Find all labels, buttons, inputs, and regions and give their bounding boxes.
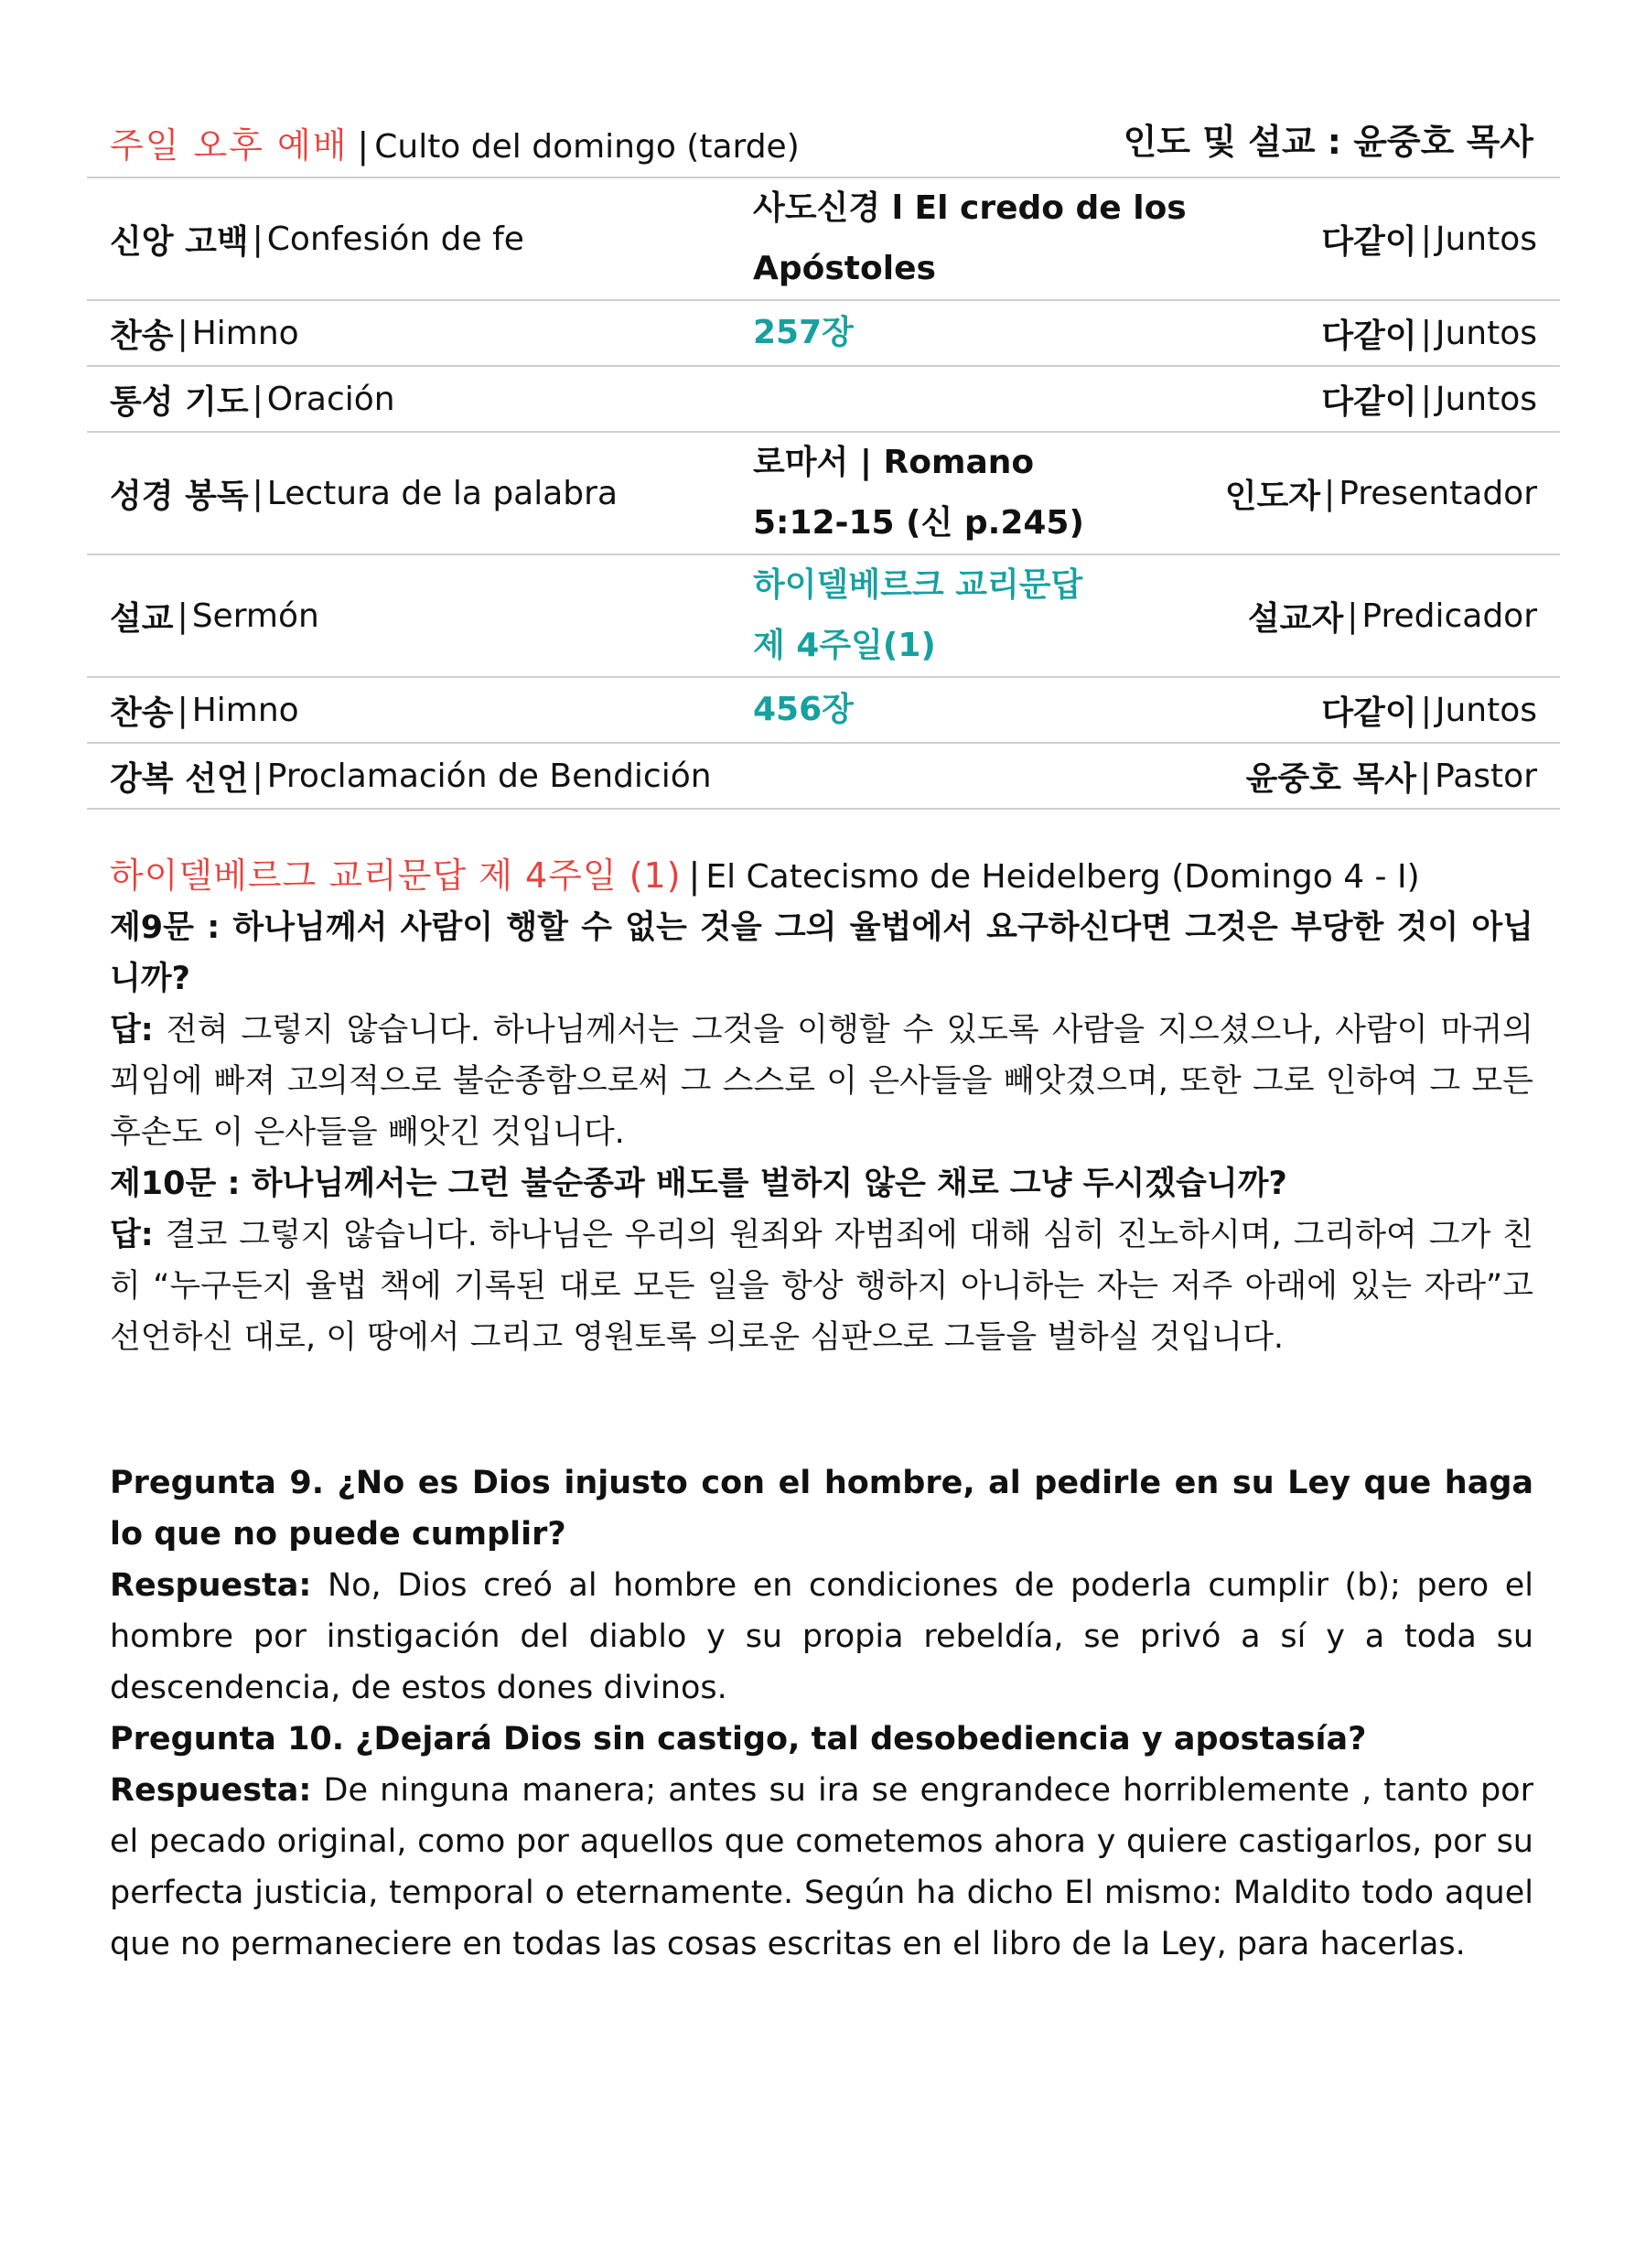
order-item xyxy=(110,367,750,431)
order-content xyxy=(753,555,1247,676)
order-content xyxy=(753,301,1247,365)
participant-separator: | xyxy=(1347,597,1359,635)
participant-spanish: Predicador xyxy=(1361,597,1537,635)
item-spanish: Lectura de la palabra xyxy=(266,474,619,512)
order-content xyxy=(753,678,1247,742)
item-korean: 통성 기도 xyxy=(110,382,249,421)
item-korean: 성경 봉독 xyxy=(110,477,249,515)
participant-separator: | xyxy=(1420,380,1432,418)
participant-separator: | xyxy=(1420,691,1432,729)
item-spanish: Oración xyxy=(266,380,395,418)
participant-korean: 설교자 xyxy=(1247,599,1344,638)
order-item xyxy=(110,301,750,365)
answer-label: 답: xyxy=(110,1217,154,1253)
content-line: Apóstoles xyxy=(753,250,936,287)
catechism-heading-korean: 하이델베르그 교리문답 제 4주일 (1) xyxy=(110,855,682,896)
content-line: 제 4주일(1) xyxy=(753,627,936,664)
service-leader: 인도 및 설교 : 윤중호 목사 xyxy=(1123,122,1533,162)
order-item xyxy=(110,678,750,742)
item-separator: | xyxy=(177,597,188,635)
order-content xyxy=(753,433,1247,554)
participant-separator: | xyxy=(1420,314,1432,352)
item-korean: 신앙 고백 xyxy=(110,222,249,261)
order-row-hymn-2 xyxy=(87,678,1560,744)
item-korean: 설교 xyxy=(110,599,174,638)
item-spanish: Confesión de fe xyxy=(266,220,524,258)
participant-spanish: Juntos xyxy=(1435,314,1537,352)
title-separator: | xyxy=(357,125,370,166)
answer-text: 전혀 그렇지 않습니다. 하나님께서는 그것을 이행할 수 있도록 사람을 지으셨으나, 사람이 마귀의 꾀임에 빠져 고의적으로 불순종함으로써 그 스스로 이 은사들을 빼앗겼으며, 또한 그로 인하여 그 모든 후손도 이 은사들을 빼앗긴 것입니다. xyxy=(110,1012,1533,1151)
participant-separator: | xyxy=(1420,757,1432,795)
order-item xyxy=(110,178,750,299)
question-10-korean: 제10문 : 하나님께서는 그런 불순종과 배도를 벌하지 않은 채로 그냥 두시겠습니까? xyxy=(110,1166,1287,1202)
participant-separator: | xyxy=(1420,220,1432,258)
order-participant xyxy=(1321,178,1537,299)
participant-korean: 다같이 xyxy=(1321,317,1417,355)
content-line: 로마서 | Romano xyxy=(753,444,1035,481)
service-title-spanish: Culto del domingo (tarde) xyxy=(374,128,800,166)
answer-text: De ninguna manera; antes su ira se engrandece horriblemente , tanto por el pecado original, como por aquellos que cometemos ahora y quiere castigarlos, por su perfecta justicia, temporal o eternamente. Según ha dicho El mismo: Maldito todo aquel que no permaneciere en todas las cosas escritas en el libro de la Ley, para hacerlas. xyxy=(110,1772,1533,1962)
answer-9-korean xyxy=(110,1005,1533,1158)
item-korean: 찬송 xyxy=(110,317,174,355)
order-content xyxy=(753,178,1247,299)
order-of-worship-table xyxy=(87,177,1560,810)
participant-korean: 다같이 xyxy=(1321,222,1417,261)
content-line: 257장 xyxy=(753,314,854,351)
participant-spanish: Juntos xyxy=(1435,220,1537,258)
participant-korean: 윤중호 목사 xyxy=(1245,759,1416,798)
participant-spanish: Pastor xyxy=(1435,757,1537,795)
catechism-korean xyxy=(110,902,1533,1363)
order-participant xyxy=(1246,744,1537,808)
item-separator: | xyxy=(177,691,188,729)
order-participant xyxy=(1321,301,1537,365)
order-participant xyxy=(1248,555,1537,676)
answer-9-spanish xyxy=(110,1560,1533,1714)
order-row-hymn-1 xyxy=(87,301,1560,367)
order-participant xyxy=(1321,678,1537,742)
item-spanish: Himno xyxy=(191,691,299,729)
participant-spanish: Juntos xyxy=(1435,380,1537,418)
item-spanish: Proclamación de Bendición xyxy=(266,757,712,795)
content-line: 5:12-15 (신 p.245) xyxy=(753,504,1084,542)
item-spanish: Himno xyxy=(191,314,299,352)
order-row-prayer xyxy=(87,367,1560,433)
answer-label: Respuesta: xyxy=(110,1772,312,1809)
answer-label: 답: xyxy=(110,1012,154,1048)
item-separator: | xyxy=(177,314,188,352)
item-separator: | xyxy=(252,757,264,795)
catechism-heading-separator: | xyxy=(688,855,701,896)
catechism-spanish xyxy=(110,1457,1533,1970)
order-content xyxy=(753,744,1247,808)
participant-korean: 다같이 xyxy=(1321,382,1417,421)
order-row-reading xyxy=(87,433,1560,555)
participant-korean: 인도자 xyxy=(1224,477,1321,515)
catechism-heading-spanish: El Catecismo de Heidelberg (Domingo 4 - I) xyxy=(705,858,1420,896)
order-participant xyxy=(1225,433,1537,554)
order-participant xyxy=(1321,367,1537,431)
participant-spanish: Juntos xyxy=(1435,691,1537,729)
answer-text: No, Dios creó al hombre en condiciones de poderla cumplir (b); pero el hombre por instigación del diablo y su propia rebeldía, se privó a sí y a toda su descendencia, de estos dones divinos. xyxy=(110,1567,1533,1706)
item-korean: 강복 선언 xyxy=(110,759,249,798)
answer-10-spanish xyxy=(110,1765,1533,1970)
participant-separator: | xyxy=(1324,474,1336,512)
item-spanish: Sermón xyxy=(191,597,319,635)
order-row-confession xyxy=(87,178,1560,301)
order-item xyxy=(110,433,750,554)
catechism-heading xyxy=(110,847,1574,898)
content-line: 하이델베르크 교리문답 xyxy=(753,566,1083,604)
order-content xyxy=(753,367,1247,431)
service-header xyxy=(110,108,1533,172)
answer-10-korean xyxy=(110,1209,1533,1363)
order-item xyxy=(110,555,750,676)
question-10-spanish: Pregunta 10. ¿Dejará Dios sin castigo, tal desobediencia y apostasía? xyxy=(110,1721,1367,1757)
content-line: 사도신경 l El credo de los xyxy=(753,189,1187,227)
participant-korean: 다같이 xyxy=(1321,693,1417,732)
item-separator: | xyxy=(252,380,264,418)
item-separator: | xyxy=(252,220,264,258)
participant-spanish: Presentador xyxy=(1339,474,1537,512)
item-korean: 찬송 xyxy=(110,693,174,732)
question-9-korean: 제9문 : 하나님께서 사람이 행할 수 없는 것을 그의 율법에서 요구하신다면 그것은 부당한 것이 아닙니까? xyxy=(110,909,1533,997)
answer-text: 결코 그렇지 않습니다. 하나님은 우리의 원죄와 자범죄에 대해 심히 진노하시며, 그리하여 그가 친히 “누구든지 율법 책에 기록된 대로 모든 일을 항상 행하지 아니하는 자는 저주 아래에 있는 자라”고 선언하신 대로, 이 땅에서 그리고 영원토록 의로운 심판으로 그들을 벌하실 것입니다. xyxy=(110,1217,1533,1356)
answer-label: Respuesta: xyxy=(110,1567,312,1604)
service-title xyxy=(110,117,800,167)
question-9-spanish: Pregunta 9. ¿No es Dios injusto con el hombre, al pedirle en su Ley que haga lo que no puede cumplir? xyxy=(110,1465,1533,1553)
order-row-benediction xyxy=(87,744,1560,810)
item-separator: | xyxy=(252,474,264,512)
order-row-sermon xyxy=(87,555,1560,678)
service-title-korean: 주일 오후 예배 xyxy=(110,125,349,166)
content-line: 456장 xyxy=(753,691,854,728)
order-item xyxy=(110,744,750,808)
